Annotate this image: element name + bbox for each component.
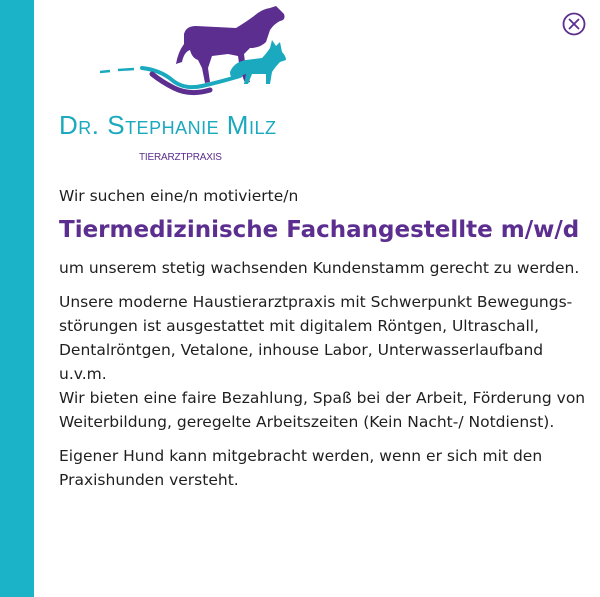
brand-subtitle: TIERARZTPRAXIS bbox=[139, 152, 222, 163]
job-posting bbox=[59, 184, 594, 502]
brand-name: Dr. Stephanie Milz bbox=[59, 110, 277, 140]
job-paragraph-1: um unserem stetig wachsenden Kundenstamm gerecht zu werden. bbox=[59, 259, 580, 277]
job-paragraph-3: Eigener Hund kann mitgebracht werden, wenn er sich mit den Praxishunden versteht. bbox=[59, 447, 543, 489]
horse-and-dog-logo bbox=[100, 4, 310, 96]
close-icon[interactable] bbox=[562, 12, 586, 36]
job-paragraph-2-line-2: Wir bieten eine faire Bezahlung, Spaß bei der Arbeit, Förderung von Weiterbildung, geregelte Arbeitszeiten (Kein Nacht-/ Notdienst). bbox=[59, 389, 586, 431]
sidebar-accent-strip bbox=[0, 0, 34, 597]
job-title: Tiermedizinische Fachangestellte m/w/d bbox=[59, 217, 580, 243]
job-paragraph-2-line-1: Unsere moderne Haustierarztpraxis mit Schwerpunkt Bewegungs-störungen ist ausgestattet mit digitalem Röntgen, Ultraschall, Dentalröntgen, Vetalone, inhouse Labor, Unterwasserlaufband u.v.m. bbox=[59, 293, 573, 383]
job-paragraph-2 bbox=[59, 290, 594, 434]
job-intro: Wir suchen eine/n motivierte/n bbox=[59, 187, 299, 205]
